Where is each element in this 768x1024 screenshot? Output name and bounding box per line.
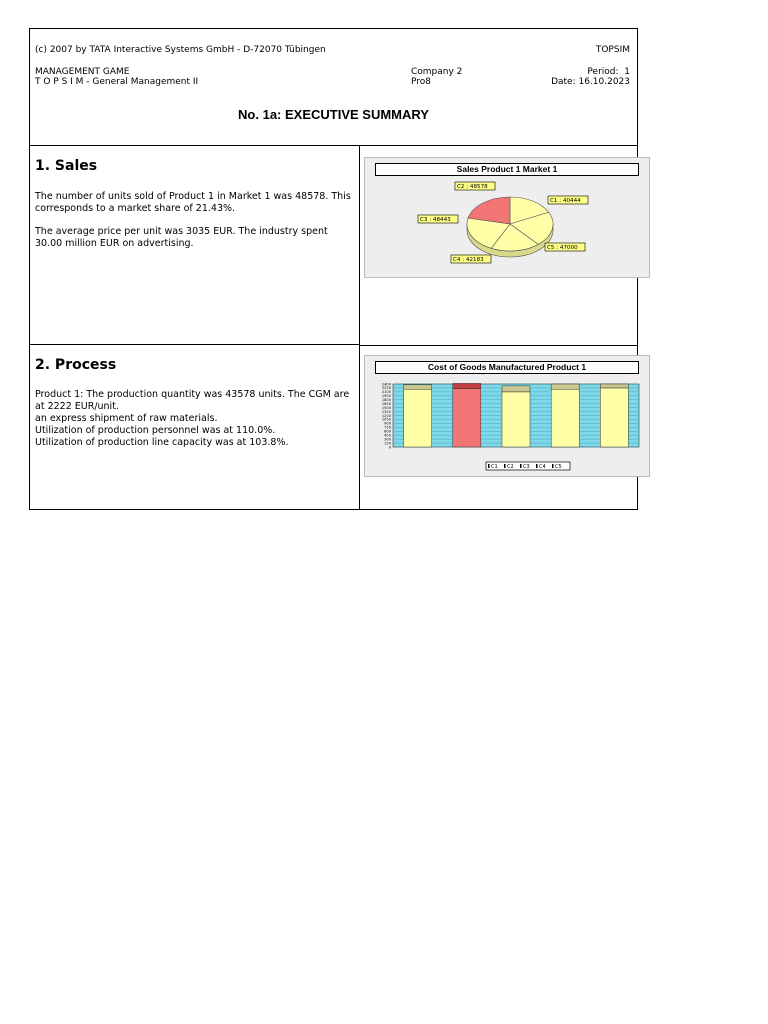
y-tick-label: 0 — [388, 445, 391, 450]
legend-label-c3: C3 — [523, 464, 530, 470]
bar-c5 — [600, 388, 628, 447]
bar-chart-title: Cost of Goods Manufactured Product 1 — [375, 361, 639, 374]
process-line-3: Utilization of production personnel was at 110.0%. — [35, 425, 276, 436]
company-name: Company 2 — [411, 67, 463, 77]
process-section — [30, 345, 360, 510]
bar-top-c3 — [502, 386, 530, 392]
y-tick-label: 1650 — [381, 401, 391, 406]
pie-chart-canvas — [365, 158, 649, 277]
legend-label-c5: C5 — [555, 464, 562, 470]
report-header — [30, 29, 637, 146]
section-divider — [360, 345, 637, 346]
sales-section — [30, 146, 360, 345]
pie-label-c3 — [418, 215, 458, 223]
legend-label-c1: C1 — [491, 464, 498, 470]
brand-text: TOPSIM — [595, 45, 630, 55]
sales-pie-chart — [364, 157, 650, 278]
pie-label-c5 — [545, 243, 585, 251]
process-heading: 2. Process — [35, 357, 117, 373]
y-tick-label: 2250 — [381, 386, 391, 391]
sales-heading: 1. Sales — [35, 158, 98, 174]
legend-swatch — [504, 464, 506, 468]
copyright-text: (c) 2007 by TATA Interactive Systems GmbH - D-72070 Tübingen — [35, 45, 326, 55]
page-title: No. 1a: EXECUTIVE SUMMARY — [238, 107, 429, 122]
bar-legend — [486, 462, 570, 470]
y-tick-label: 1500 — [381, 405, 391, 410]
pie-label-text: C4 : 42183 — [453, 257, 484, 264]
legend-swatch — [552, 464, 554, 468]
pie-label-c1 — [548, 196, 588, 204]
bar-top-c1 — [404, 385, 432, 389]
period-value: 1 — [624, 67, 630, 77]
y-tick-label: 1200 — [381, 413, 391, 418]
period-label: Period: — [587, 67, 619, 77]
y-tick-label: 600 — [384, 429, 391, 434]
process-line-4: Utilization of production line capacity was at 103.8%. — [35, 437, 289, 448]
y-tick-label: 1950 — [381, 394, 391, 399]
y-tick-label: 2400 — [381, 382, 391, 387]
pie-label-text: C1 : 40444 — [550, 198, 581, 205]
bar-top-c2 — [453, 383, 481, 388]
y-tick-label: 150 — [384, 441, 391, 446]
bar-c2 — [453, 389, 481, 447]
legend-label-c4: C4 — [539, 464, 546, 470]
pie-label-text: C3 : 48443 — [420, 217, 451, 224]
y-tick-label: 300 — [384, 437, 391, 442]
legend-swatch — [536, 464, 538, 468]
game-label: MANAGEMENT GAME — [35, 67, 130, 77]
bar-top-c4 — [551, 384, 579, 389]
y-tick-label: 450 — [384, 433, 391, 438]
report-date: Date: 16.10.2023 — [551, 77, 630, 87]
pie-chart-title: Sales Product 1 Market 1 — [375, 163, 639, 176]
pie-label-c4 — [451, 255, 491, 263]
y-tick-label: 750 — [384, 425, 391, 430]
legend-swatch — [520, 464, 522, 468]
legend-swatch — [488, 464, 490, 468]
bar-top-c5 — [600, 384, 628, 388]
legend-label-c2: C2 — [507, 464, 514, 470]
sales-paragraph-2: The average price per unit was 3035 EUR. The industry spent 30.00 million EUR on advertising. — [35, 226, 328, 249]
pie-label-text: C2 : 48578 — [457, 184, 488, 191]
bar-c3 — [502, 392, 530, 447]
sales-paragraph-1: The number of units sold of Product 1 in Market 1 was 48578. This corresponds to a market share of 21.43%. — [35, 191, 351, 214]
company-code: Pro8 — [411, 77, 432, 87]
y-tick-label: 2100 — [381, 390, 391, 395]
y-tick-label: 1350 — [381, 409, 391, 414]
report-page — [29, 28, 638, 510]
pie-label-c2 — [455, 182, 495, 190]
y-tick-label: 1800 — [381, 398, 391, 403]
process-line-2: an express shipment of raw materials. — [35, 413, 218, 424]
game-subtitle: T O P S I M - General Management II — [35, 77, 199, 87]
bar-c4 — [551, 389, 579, 447]
pie-label-text: C5 : 47000 — [547, 245, 578, 252]
bar-chart-canvas — [365, 356, 649, 476]
bar-c1 — [404, 389, 432, 447]
y-tick-label: 900 — [384, 421, 391, 426]
y-tick-label: 1050 — [381, 417, 391, 422]
process-line-1: Product 1: The production quantity was 43578 units. The CGM are at 2222 EUR/unit. — [35, 389, 350, 412]
cgm-bar-chart — [364, 355, 650, 477]
